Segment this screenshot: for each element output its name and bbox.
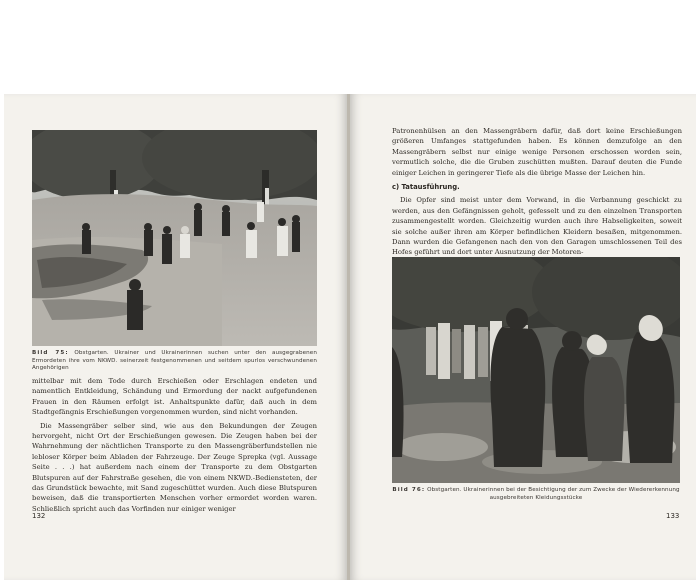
caption-label: Bild 75:: [32, 350, 69, 356]
photo-caption: [392, 487, 680, 502]
book-spread: [4, 94, 696, 580]
page-number: 132: [32, 512, 46, 520]
caption-text: Obstgarten. Ukrainerinnen bei der Besichtigung der zum Zwecke der Wiedererkennung ausgebreiteten Kleidungsstücke: [427, 487, 680, 501]
photo-clothing-display: [392, 257, 680, 483]
section-subheading: c) Tatausführung.: [392, 183, 460, 192]
page-number: 133: [666, 512, 680, 520]
caption-label: Bild 76:: [392, 487, 426, 493]
paragraph: mittelbar mit dem Tode durch Erschießen oder Erschlagen endeten und namentlich Entkleidung, Schändung und Ermordung der nackt aufgefundenen Frauen in den Räumen erfolgt ist. Anhaltspunkte dafür, daß auch in dem Stadtgefängnis Erschießungen vorgenommen wurden, sind nicht vorhanden.: [32, 377, 317, 417]
photo-orchard-exhumation: [32, 130, 317, 346]
caption-text: Obstgarten. Ukrainer und Ukrainerinnen suchen unter den ausgegrabenen Ermordeten ihre vom NKWD. seinerzeit festgenommenen und seitdem spurlos verschwundenen Angehörigen: [32, 350, 317, 372]
photo-caption: [32, 350, 317, 373]
paragraph: Die Massengräber selber sind, wie aus den Bekundungen der Zeugen hervorgeht, nicht Ort der Erschießungen gewesen. Die Zeugen haben bei der Wahrnehmung der nächtlichen Transporte zu den Massengräberfundstellen nie lebloser Körper beim Abladen der Fahrzeuge. Der Zeuge Sprepka (vgl. Aussage Seite . . .) hat außerdem nach einem der Transporte zu dem Obstgarten Blutspuren auf der Fahrstraße gesehen, die von einem NKWD.-Bediensteten, der das Grundstück bewachte, mit Sand zugeschüttet wurden. Auch diese Blutspuren beweisen, daß die transportierten Menschen vorher ermordet worden waren. Schließlich spricht auch das Vorfinden nur einiger weniger: [32, 421, 317, 513]
left-page: [4, 94, 347, 580]
paragraph: Patronenhülsen an den Massengräbern dafür, daß dort keine Erschießungen größeren Umfanges stattgefunden haben. Es können demzufolge an den Massengräbern selbst nur einige wenige Personen erschossen worden sein, vermutlich solche, die die Gruben zuschütten mußten. Darauf deuten die Funde einiger Leichen in geringerer Tiefe als die übrige Masse der Leichen hin.: [392, 127, 682, 177]
right-page: [350, 94, 696, 580]
paragraph: Die Opfer sind meist unter dem Vorwand, in die Verbannung geschickt zu werden, aus den Gefängnissen geholt, gefesselt und zu den einzelnen Transporten zusammengestellt worden. Gleichzeitig wurden auch ihre Habseligkeiten, soweit sie solche außer ihren am Körper befindlichen Kleidern besaßen, mitgenommen. Dann wurden die Gefangenen nach den von den Garagen umschlossenen Teil des Hofes geführt und dort unter Ausnutzung der Motoren-: [392, 196, 682, 257]
body-text: [392, 126, 682, 258]
body-text: [32, 376, 317, 514]
